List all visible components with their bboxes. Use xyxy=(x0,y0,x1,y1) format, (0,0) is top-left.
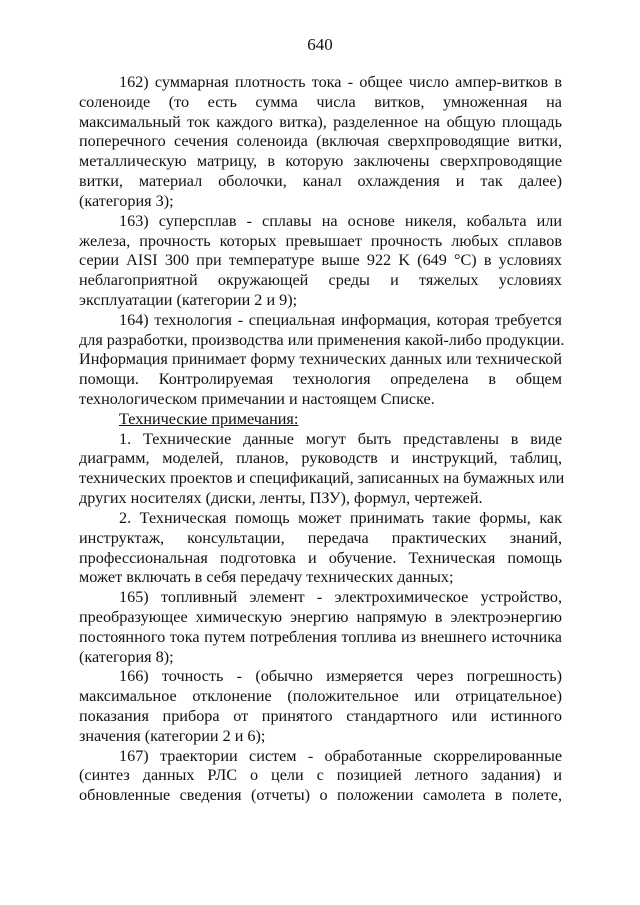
text-line: других носителях (диски, ленты, ПЗУ), формул, чертежей. xyxy=(79,489,483,508)
text-line: максимальный ток каждого витка), разделенное на общую площадь xyxy=(79,112,562,131)
text-line: технологическом примечании и настоящем Списке. xyxy=(79,390,435,408)
text-line: инструктаж, консультации, передача практических знаний, xyxy=(79,528,562,547)
text-line: 167) траектории систем - обработанные скоррелированные xyxy=(119,746,562,765)
text-line: эксплуатации (категории 2 и 9); xyxy=(79,290,298,309)
document-body xyxy=(79,73,565,806)
text-line: 166) точность - (обычно измеряется через погрешность) xyxy=(119,667,562,686)
text-line: 1. Технические данные могут быть представлены в виде xyxy=(119,429,562,448)
text-line: неблагоприятной окружающей среды и тяжелых условиях xyxy=(79,271,562,290)
text-line: 162) суммарная плотность тока - общее число ампер-витков в xyxy=(119,73,562,91)
text-line: технических проектов и спецификаций, записанных на бумажных или xyxy=(79,469,565,488)
text-line: диаграмм, моделей, планов, руководств и инструкций, таблиц, xyxy=(79,449,562,468)
text-line: железа, прочность которых превышает прочность любых сплавов xyxy=(79,231,562,250)
text-line: показания прибора от принятого стандартного или истинного xyxy=(79,707,562,725)
text-line: Информация принимает форму технических данных или технической xyxy=(79,350,562,369)
text-line: профессиональная подготовка и обучение. Техническая помощь xyxy=(79,548,562,567)
text-line: металлическую матрицу, в которую заключены сверхпроводящие xyxy=(79,152,562,171)
text-line: преобразующее химическую энергию напрямую в электроэнергию xyxy=(79,607,562,626)
text-line: (категория 8); xyxy=(79,647,174,666)
text-line: поперечного сечения соленоида (включая сверхпроводящие витки, xyxy=(79,132,562,151)
page-number: 640 xyxy=(307,35,333,54)
text-line: 2. Техническая помощь может принимать такие формы, как xyxy=(119,508,562,527)
text-line: (категория 3); xyxy=(79,191,174,210)
text-line: может включать в себя передачу технических данных; xyxy=(79,568,454,587)
text-line: (синтез данных РЛС о цели с позицией летного задания) и xyxy=(79,766,562,785)
text-line: значения (категории 2 и 6); xyxy=(79,726,266,745)
section-heading: Технические примечания: xyxy=(119,409,299,428)
text-line: помощи. Контролируемая технология определена в общем xyxy=(79,370,562,389)
text-line: максимальное отклонение (положительное или отрицательное) xyxy=(79,687,562,706)
text-line: серии AISI 300 при температуре выше 922 K (649 °C) в условиях xyxy=(79,251,562,270)
text-line: для разработки, производства или применения какой-либо продукции. xyxy=(79,330,565,349)
text-line: 163) суперсплав - сплавы на основе никеля, кобальта или xyxy=(119,211,562,230)
text-line: 164) технология - специальная информация, которая требуется xyxy=(119,310,562,329)
text-line: постоянного тока путем потребления топлива из внешнего источника xyxy=(79,627,562,646)
text-line: витки, материал оболочки, канал охлаждения и так далее) xyxy=(79,172,562,191)
text-line: соленоиде (то есть сумма числа витков, умноженная на xyxy=(79,92,562,111)
text-line: 165) топливный элемент - электрохимическое устройство, xyxy=(119,588,562,607)
text-line: обновленные сведения (отчеты) о положении самолета в полете, xyxy=(79,786,562,805)
